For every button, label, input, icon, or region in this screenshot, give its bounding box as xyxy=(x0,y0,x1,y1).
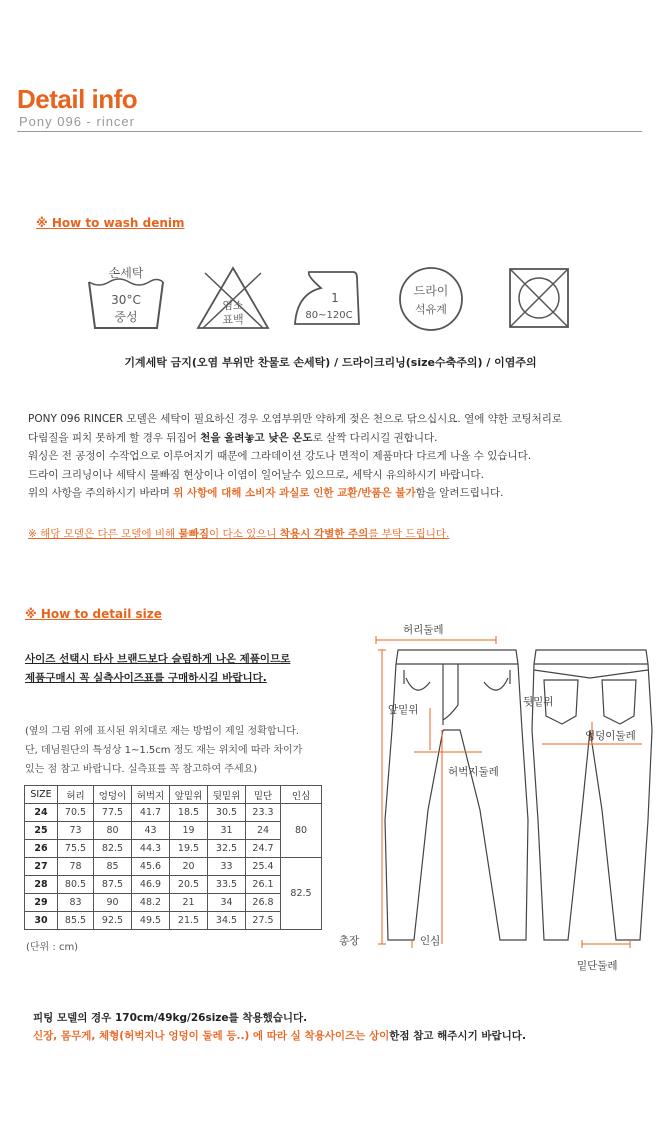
header-divider xyxy=(17,131,642,132)
iron-number: 1 xyxy=(331,291,339,305)
fading-notice-c: 이 다소 있으니 xyxy=(208,528,280,540)
size-table xyxy=(24,785,322,930)
cell: 34 xyxy=(208,894,246,912)
label-thigh: 허벅지둘레 xyxy=(448,766,499,778)
inseam-cell-b: 82.5 xyxy=(281,858,322,930)
cell: 25 xyxy=(25,822,58,840)
cell: 20.5 xyxy=(170,876,208,894)
cell: 83 xyxy=(58,894,94,912)
cell: 26.8 xyxy=(246,894,281,912)
product-subtitle: Pony 096 - rincer xyxy=(19,114,135,129)
label-front-rise: 앞밑위 xyxy=(388,704,419,716)
label-waist: 허리둘레 xyxy=(403,624,444,636)
col-front-rise: 앞밑위 xyxy=(170,786,208,804)
fading-notice xyxy=(28,526,449,541)
cell: 26 xyxy=(25,840,58,858)
table-row xyxy=(25,894,322,912)
wash-line-5 xyxy=(28,484,638,503)
jeans-diagram xyxy=(330,620,661,980)
label-hip: 엉덩이둘레 xyxy=(585,730,636,742)
dry-top-label: 드라이 xyxy=(413,284,449,298)
cell: 27 xyxy=(25,858,58,876)
table-row xyxy=(25,822,322,840)
wash-temp-label: 30°C xyxy=(111,293,141,307)
wash-line-5-b: 위 사항에 대해 소비자 과실로 인한 교환/반품은 불가 xyxy=(173,487,416,499)
col-waist: 허리 xyxy=(58,786,94,804)
front-jeans-illustration xyxy=(385,650,528,940)
cell: 24 xyxy=(246,822,281,840)
table-row xyxy=(25,876,322,894)
wash-bottom-label: 중성 xyxy=(114,310,138,324)
unit-label: (단위 : cm) xyxy=(26,942,79,953)
no-tumble-dry-icon xyxy=(507,266,571,330)
label-hem: 밑단둘레 xyxy=(577,960,618,972)
label-length: 총장 xyxy=(339,935,360,947)
col-inseam: 인심 xyxy=(281,786,322,804)
size-heading: ※ How to detail size xyxy=(25,607,162,621)
cell: 24.7 xyxy=(246,840,281,858)
inseam-cell-a: 80 xyxy=(281,804,322,858)
fit-note-b: 한점 참고 해주시기 바랍니다. xyxy=(389,1030,526,1042)
wash-top-label: 손세탁 xyxy=(108,266,144,280)
fading-notice-d: 착용시 각별한 주의 xyxy=(279,528,369,540)
cell: 20 xyxy=(170,858,208,876)
cell: 80.5 xyxy=(58,876,94,894)
cell: 33 xyxy=(208,858,246,876)
cell: 19.5 xyxy=(170,840,208,858)
table-row xyxy=(25,858,322,876)
table-row xyxy=(25,804,322,822)
cell: 90 xyxy=(94,894,132,912)
size-intro xyxy=(25,650,290,688)
fading-notice-b: 물빠짐 xyxy=(178,528,209,540)
wash-line-3: 워싱은 전 공정이 수작업으로 이루어지기 때문에 그라데이션 강도나 면적이 제품마다 다르게 나올 수 있습니다. xyxy=(28,450,532,462)
no-bleach-icon xyxy=(195,265,271,331)
dry-clean-icon xyxy=(397,265,465,333)
cell: 92.5 xyxy=(94,912,132,930)
cell: 70.5 xyxy=(58,804,94,822)
cell: 19 xyxy=(170,822,208,840)
cell: 25.4 xyxy=(246,858,281,876)
iron-range: 80~120C xyxy=(305,310,353,321)
wash-line-4: 드라이 크리닝이나 세탁시 물빠짐 현상이나 이염이 일어날수 있으므로, 세탁시 유의하시기 바랍니다. xyxy=(28,468,484,481)
table-row xyxy=(25,840,322,858)
cell: 27.5 xyxy=(246,912,281,930)
cell: 46.9 xyxy=(132,876,170,894)
hand-wash-icon xyxy=(85,262,167,332)
table-row xyxy=(25,912,322,930)
page-title: Detail info xyxy=(17,84,138,114)
cell: 45.6 xyxy=(132,858,170,876)
fit-note xyxy=(33,1028,526,1043)
label-inseam: 인심 xyxy=(420,935,441,947)
cell: 82.5 xyxy=(94,840,132,858)
cell: 87.5 xyxy=(94,876,132,894)
wash-line-5-a: 위의 사항을 주의하시기 바라며 xyxy=(28,487,174,499)
cell: 18.5 xyxy=(170,804,208,822)
measure-note-line-2: 단, 데님원단의 특성상 1~1.5cm 정도 재는 위치에 따라 차이가 xyxy=(25,745,303,756)
cell: 31 xyxy=(208,822,246,840)
wash-heading: ※ How to wash denim xyxy=(36,216,185,230)
cell: 85 xyxy=(94,858,132,876)
measure-note-line-1: (옆의 그림 위에 표시된 위치대로 재는 방법이 제일 정확합니다. xyxy=(25,726,300,737)
cell: 75.5 xyxy=(58,840,94,858)
cell: 30 xyxy=(25,912,58,930)
cell: 80 xyxy=(94,822,132,840)
wash-line-2 xyxy=(28,429,638,448)
col-hem: 밑단 xyxy=(246,786,281,804)
cell: 77.5 xyxy=(94,804,132,822)
wash-line-2-a: 다림질을 피치 못하게 할 경우 뒤집어 xyxy=(28,431,201,444)
dry-bottom-label: 석유계 xyxy=(415,303,447,316)
cell: 44.3 xyxy=(132,840,170,858)
cell: 30.5 xyxy=(208,804,246,822)
size-intro-line-2: 제품구매시 꼭 실측사이즈표를 구매하시길 바랍니다. xyxy=(25,672,267,684)
wash-line-2-c: 로 살짝 다리시길 권합니다. xyxy=(312,431,438,444)
cell: 24 xyxy=(25,804,58,822)
cell: 23.3 xyxy=(246,804,281,822)
wash-line-1: PONY 096 RINCER 모델은 세탁이 필요하신 경우 오염부위만 약하게 젖은 천으로 닦으십시요. 열에 약한 코팅처리로 xyxy=(28,413,563,425)
cell: 43 xyxy=(132,822,170,840)
iron-icon xyxy=(291,266,373,328)
cell: 26.1 xyxy=(246,876,281,894)
bleach-top-label: 염소 xyxy=(222,299,244,312)
model-note: 피팅 모델의 경우 170cm/49kg/26size를 착용했습니다. xyxy=(33,1012,308,1024)
bleach-bottom-label: 표백 xyxy=(222,313,244,326)
col-hip: 엉덩이 xyxy=(94,786,132,804)
label-back-rise: 뒷밑위 xyxy=(523,696,554,708)
cell: 29 xyxy=(25,894,58,912)
cell: 73 xyxy=(58,822,94,840)
cell: 32.5 xyxy=(208,840,246,858)
cell: 28 xyxy=(25,876,58,894)
fit-note-a: 신장, 몸무게, 체형(허벅지나 엉덩이 둘레 등..) 에 따라 실 착용사이즈는 상이 xyxy=(33,1030,390,1042)
cell: 78 xyxy=(58,858,94,876)
cell: 34.5 xyxy=(208,912,246,930)
fading-notice-a: ※ 해당 모델은 다른 모델에 비해 xyxy=(28,528,179,540)
size-table-header xyxy=(25,786,322,804)
cell: 21 xyxy=(170,894,208,912)
size-intro-line-1: 사이즈 선택시 타사 브랜드보다 슬림하게 나온 제품이므로 xyxy=(25,653,291,665)
measure-note xyxy=(25,722,302,779)
col-back-rise: 뒷밑위 xyxy=(208,786,246,804)
wash-instructions xyxy=(28,410,638,503)
cell: 49.5 xyxy=(132,912,170,930)
cell: 21.5 xyxy=(170,912,208,930)
cell: 48.2 xyxy=(132,894,170,912)
wash-line-2-b: 천을 올려놓고 낮은 온도 xyxy=(200,431,313,444)
wash-line-5-c: 함을 알려드립니다. xyxy=(415,487,504,499)
cell: 33.5 xyxy=(208,876,246,894)
care-summary: 기계세탁 금지(오염 부위만 찬물로 손세탁) / 드라이크리닝(size수축주의) / 이염주의 xyxy=(124,356,537,369)
fading-notice-e: 를 부탁 드립니다. xyxy=(368,528,450,540)
col-size: SIZE xyxy=(25,786,58,804)
measure-note-line-3: 있는 점 참고 바랍니다. 실측표를 꼭 참고하여 주세요) xyxy=(25,764,258,775)
col-thigh: 허벅지 xyxy=(132,786,170,804)
cell: 85.5 xyxy=(58,912,94,930)
cell: 41.7 xyxy=(132,804,170,822)
